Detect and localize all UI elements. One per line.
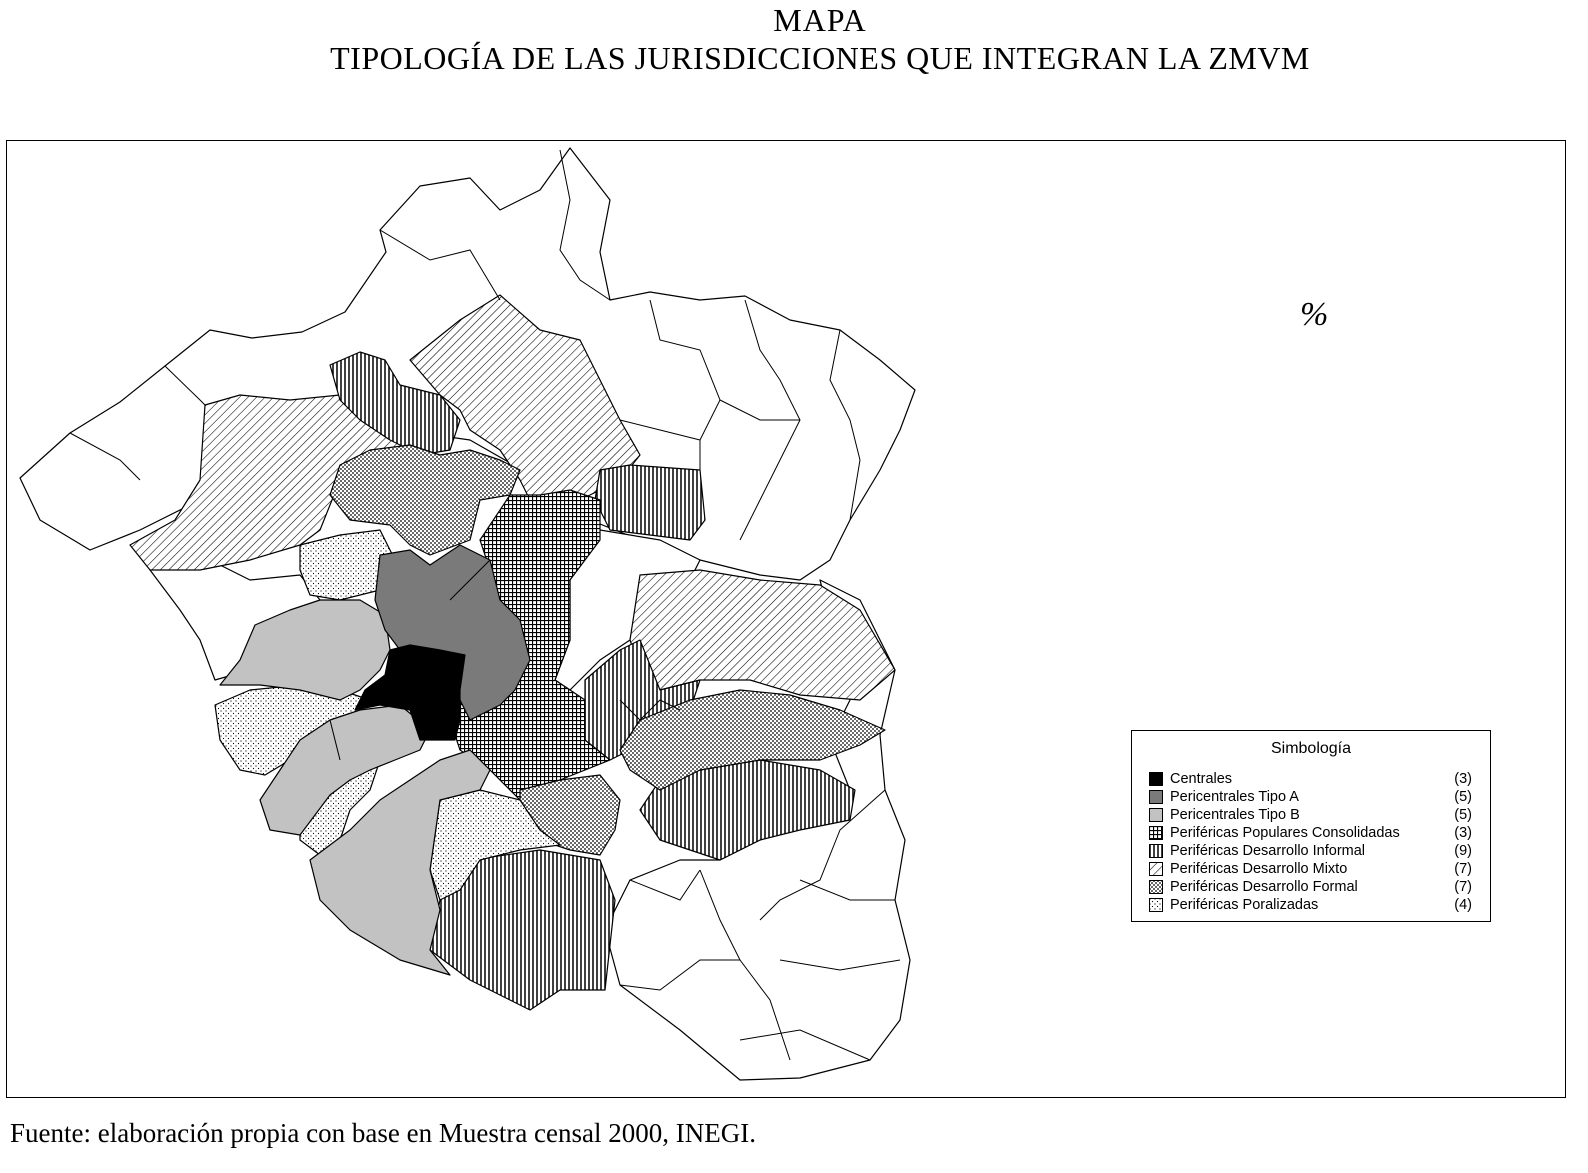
legend-count: (3) bbox=[1454, 771, 1472, 787]
percent-label: % bbox=[1300, 296, 1329, 333]
legend-swatch-pericentrales-a bbox=[1149, 790, 1163, 804]
legend bbox=[1131, 730, 1491, 922]
legend-count: (4) bbox=[1454, 897, 1472, 913]
legend-label: Pericentrales Tipo A bbox=[1170, 789, 1299, 805]
legend-item bbox=[1132, 806, 1490, 824]
legend-item bbox=[1132, 860, 1490, 878]
legend-swatch-desarrollo-mixto bbox=[1149, 862, 1163, 876]
legend-count: (7) bbox=[1454, 879, 1472, 895]
legend-label: Periféricas Populares Consolidadas bbox=[1170, 825, 1400, 841]
legend-item bbox=[1132, 842, 1490, 860]
legend-swatch-desarrollo-formal bbox=[1149, 880, 1163, 894]
legend-count: (5) bbox=[1454, 807, 1472, 823]
legend-item bbox=[1132, 878, 1490, 896]
map-region-mixto-east bbox=[630, 570, 895, 700]
source-note: Fuente: elaboración propia con base en Muestra censal 2000, INEGI. bbox=[10, 1118, 756, 1148]
legend-label: Pericentrales Tipo B bbox=[1170, 807, 1300, 823]
legend-count: (5) bbox=[1454, 789, 1472, 805]
legend-item bbox=[1132, 770, 1490, 788]
map-title-line2: TIPOLOGÍA DE LAS JURISDICCIONES QUE INTEGRAN LA ZMVM bbox=[330, 40, 1310, 76]
map-title-line1: MAPA bbox=[773, 2, 867, 38]
legend-label: Periféricas Poralizadas bbox=[1170, 897, 1319, 913]
legend-swatch-desarrollo-informal bbox=[1149, 844, 1163, 858]
legend-title: Simbología bbox=[1270, 740, 1352, 757]
legend-label: Periféricas Desarrollo Formal bbox=[1170, 879, 1358, 895]
legend-swatch-centrales bbox=[1149, 772, 1163, 786]
legend-count: (3) bbox=[1454, 825, 1472, 841]
map-region-informal-east bbox=[595, 465, 705, 540]
legend-label: Centrales bbox=[1170, 771, 1233, 787]
legend-swatch-pericentrales-b bbox=[1149, 808, 1163, 822]
legend-item bbox=[1132, 896, 1490, 914]
legend-swatch-poralizadas bbox=[1149, 898, 1163, 912]
legend-count: (9) bbox=[1454, 843, 1472, 859]
legend-swatch-populares-consolidadas bbox=[1149, 826, 1163, 840]
legend-label: Periféricas Desarrollo Mixto bbox=[1170, 861, 1348, 877]
legend-label: Periféricas Desarrollo Informal bbox=[1170, 843, 1366, 859]
legend-count: (7) bbox=[1454, 861, 1472, 877]
legend-item bbox=[1132, 824, 1490, 842]
legend-item bbox=[1132, 788, 1490, 806]
